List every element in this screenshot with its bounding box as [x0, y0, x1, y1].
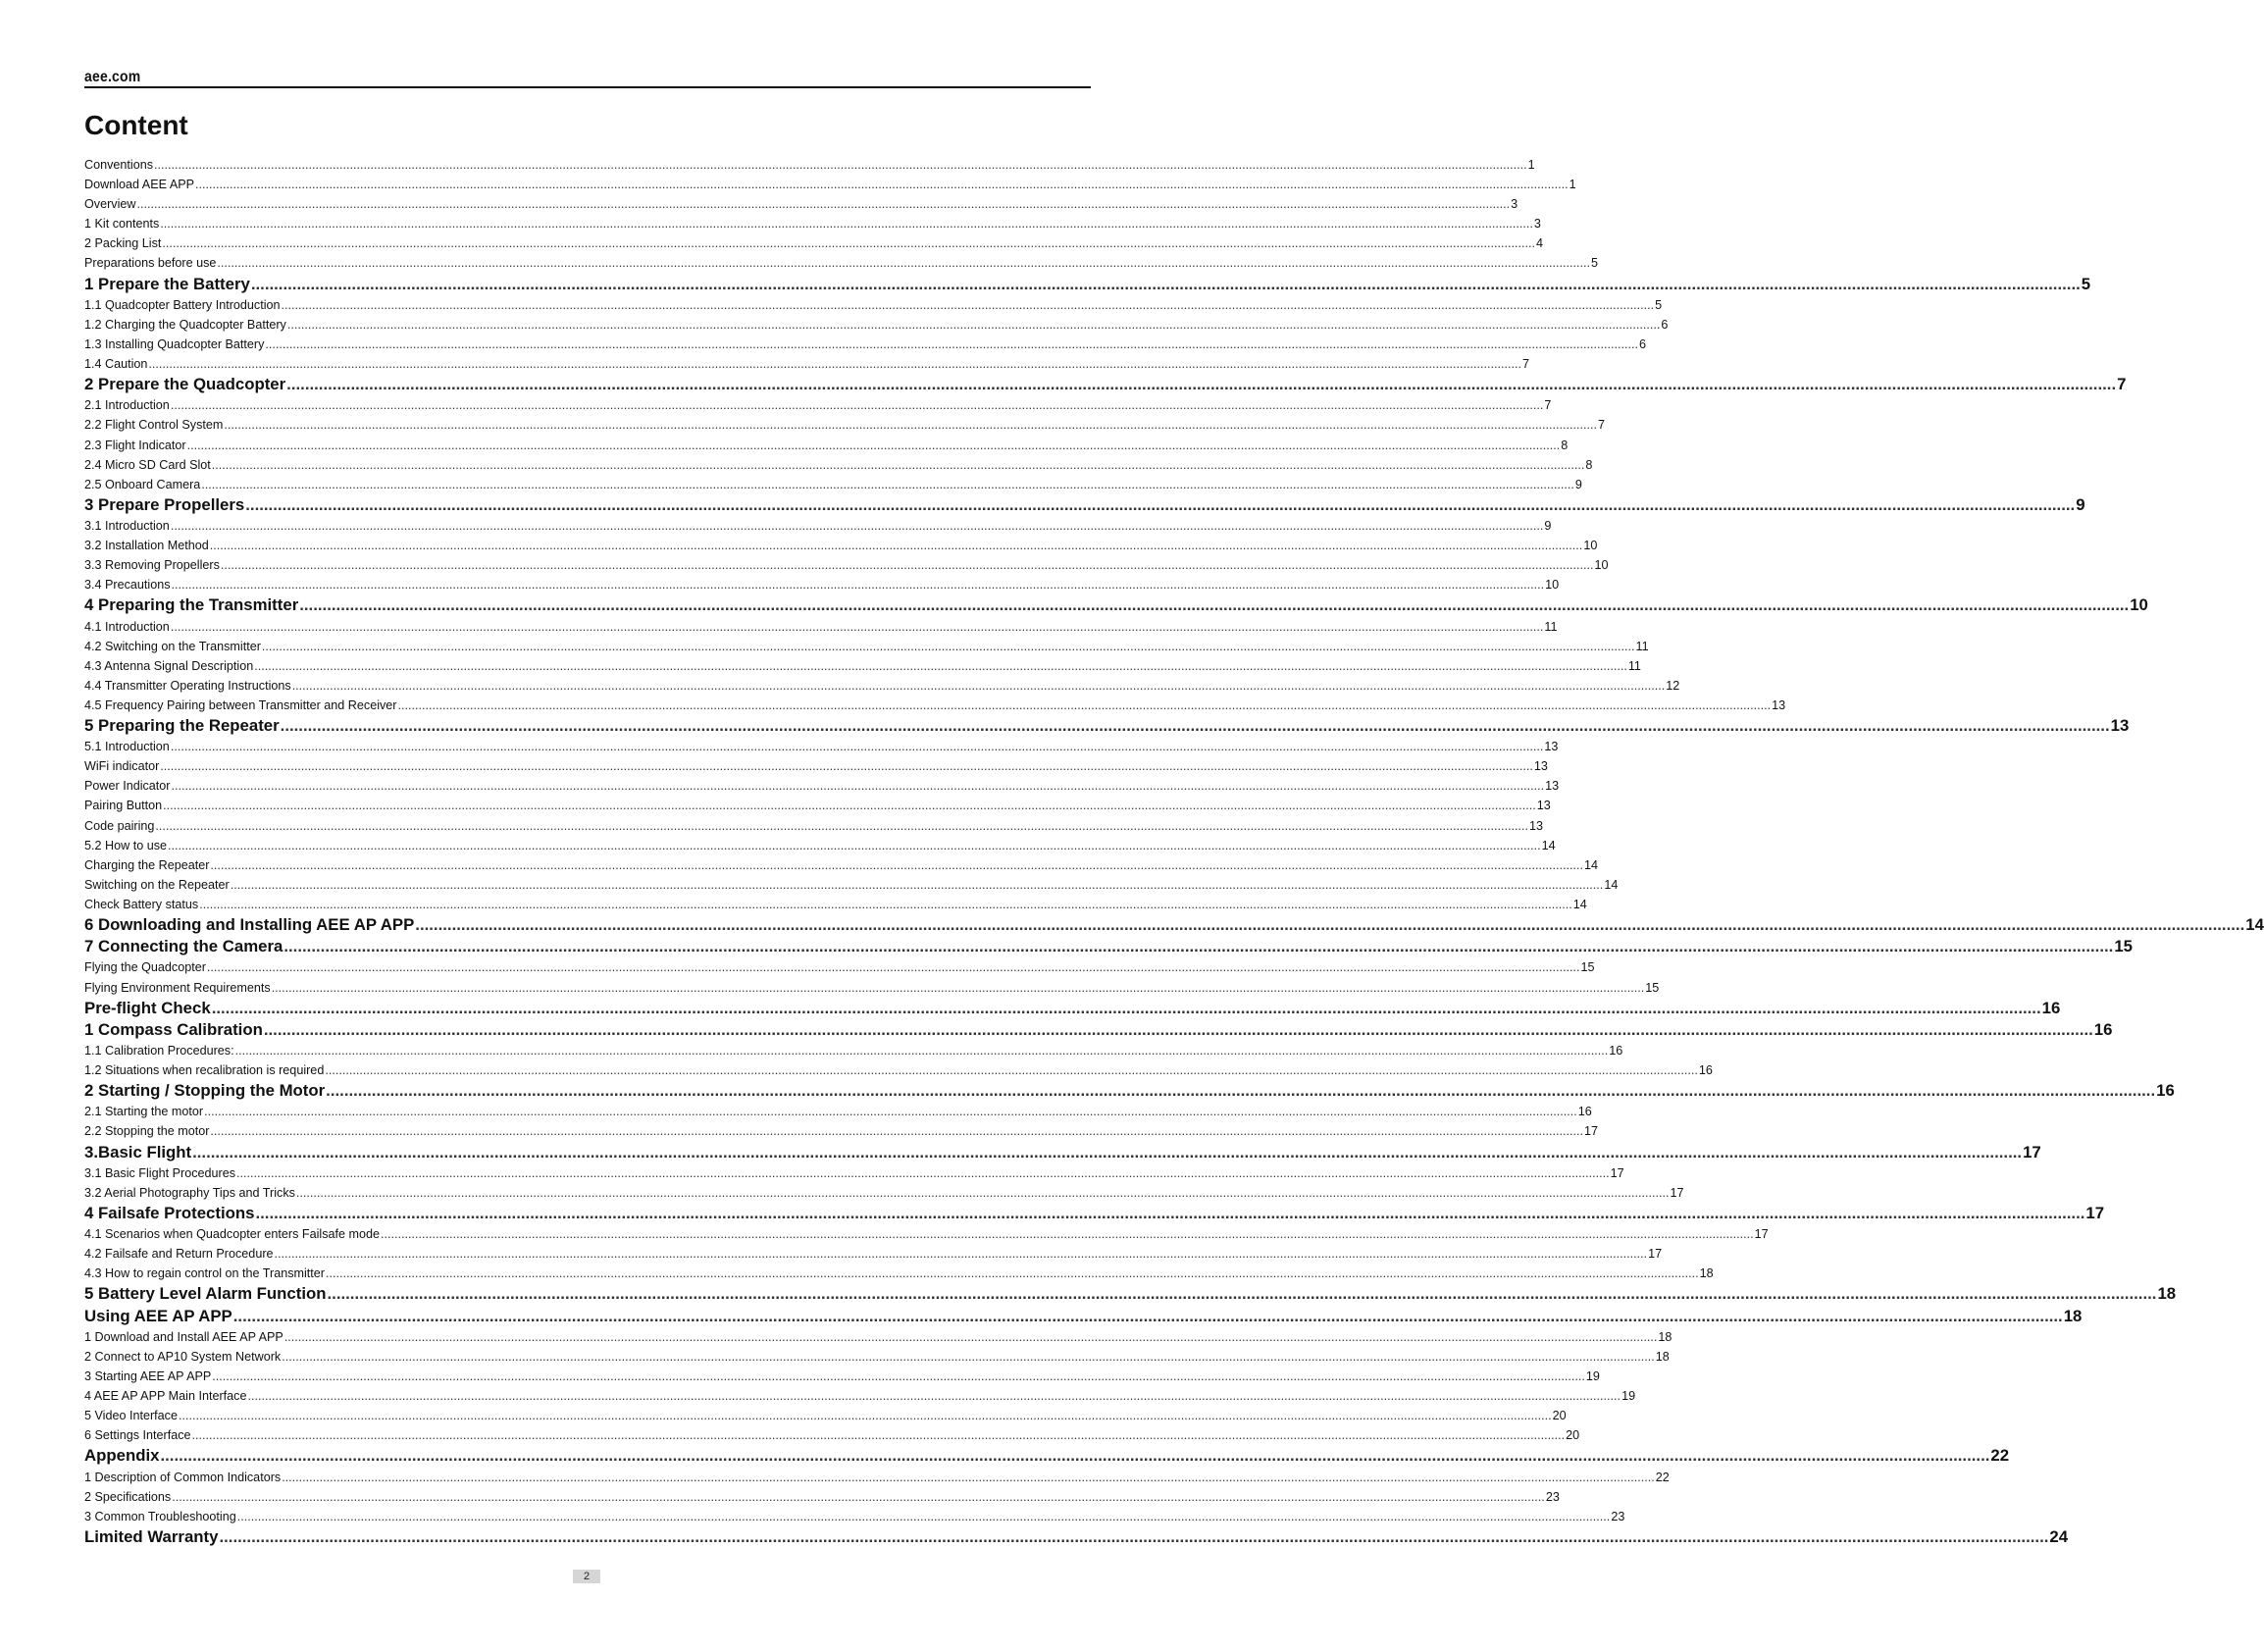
page-number: 2 — [573, 1570, 600, 1583]
toc-entry-title: 4.2 Failsafe and Return Procedure — [84, 1247, 274, 1262]
toc-dot-leader: ................................................................................................................................................................................................................................................................................................................................................................................................................ — [271, 980, 1645, 995]
toc-entry-title: 4.3 Antenna Signal Description — [84, 658, 254, 673]
toc-dot-leader: ................................................................................................................................................................................................................................................................................................................................................................................................................ — [234, 1043, 1609, 1058]
toc-dot-leader: ................................................................................................................................................................................................................................................................................................................................................................................................................ — [327, 1284, 2157, 1304]
toc-entry-title: 5 Preparing the Repeater — [84, 716, 280, 735]
toc-section-entry — [84, 1019, 2113, 1041]
toc-entry — [84, 536, 1598, 555]
toc-section-entry — [84, 594, 2148, 616]
toc-entry — [84, 1347, 1670, 1367]
toc-section-entry — [84, 374, 2127, 395]
toc-dot-leader: ................................................................................................................................................................................................................................................................................................................................................................................................................ — [154, 158, 1527, 172]
toc-entry-title: 2 Packing List — [84, 236, 162, 251]
toc-entry-title: 4.4 Transmitter Operating Instructions — [84, 678, 291, 693]
toc-entry — [84, 1060, 1713, 1080]
toc-entry-title: 4 Failsafe Protections — [84, 1203, 255, 1222]
toc-entry — [84, 1041, 1623, 1060]
toc-entry-title: 2 Prepare the Quadcopter — [84, 375, 286, 394]
toc-entry — [84, 1425, 1580, 1445]
toc-entry-page: 16 — [2156, 1081, 2175, 1101]
toc-entry-title: 6 Downloading and Installing AEE AP APP — [84, 915, 415, 935]
toc-entry-title: 1.1 Calibration Procedures: — [84, 1043, 234, 1058]
toc-entry-page: 7 — [1544, 398, 1552, 413]
toc-dot-leader: ................................................................................................................................................................................................................................................................................................................................................................................................................ — [186, 438, 1561, 452]
toc-entry-title: 3.3 Removing Propellers — [84, 558, 220, 573]
toc-entry-title: 2.4 Micro SD Card Slot — [84, 457, 211, 472]
toc-dot-leader: ................................................................................................................................................................................................................................................................................................................................................................................................................ — [236, 1509, 1611, 1523]
toc-dot-leader: ................................................................................................................................................................................................................................................................................................................................................................................................................ — [250, 274, 2081, 293]
toc-dot-leader: ................................................................................................................................................................................................................................................................................................................................................................................................................ — [230, 877, 1604, 892]
toc-entry-title: Power Indicator — [84, 779, 171, 794]
toc-dot-leader: ................................................................................................................................................................................................................................................................................................................................................................................................................ — [217, 256, 1591, 271]
toc-entry-page: 8 — [1561, 438, 1569, 452]
toc-entry-title: 3.2 Installation Method — [84, 539, 209, 553]
toc-entry-title: 1.2 Charging the Quadcopter Battery — [84, 317, 286, 332]
toc-entry — [84, 1121, 1599, 1141]
toc-dot-leader: ................................................................................................................................................................................................................................................................................................................................................................................................................ — [397, 697, 1772, 712]
toc-dot-leader: ................................................................................................................................................................................................................................................................................................................................................................................................................ — [155, 818, 1529, 833]
toc-entry-page: 11 — [1544, 619, 1558, 634]
toc-entry — [84, 516, 1552, 536]
toc-entry — [84, 1507, 1625, 1526]
toc-entry-title: 3.4 Precautions — [84, 578, 171, 593]
toc-entry-title: 1.4 Caution — [84, 357, 148, 372]
toc-entry-page: 19 — [1621, 1389, 1636, 1404]
toc-entry-page: 17 — [1584, 1124, 1599, 1139]
toc-entry-page: 17 — [1648, 1247, 1663, 1262]
toc-entry-page: 20 — [1552, 1409, 1567, 1423]
toc-entry-title: 2.1 Starting the motor — [84, 1105, 204, 1119]
toc-entry — [84, 637, 1649, 656]
toc-entry-page: 14 — [2245, 915, 2264, 935]
toc-dot-leader: ................................................................................................................................................................................................................................................................................................................................................................................................................ — [274, 1247, 1648, 1262]
toc-entry-title: 1 Description of Common Indicators — [84, 1470, 282, 1484]
toc-section-entry — [84, 914, 2264, 936]
toc-dot-leader: ................................................................................................................................................................................................................................................................................................................................................................................................................ — [381, 1227, 1754, 1242]
toc-section-entry — [84, 1283, 2177, 1305]
toc-entry-title: 5.1 Introduction — [84, 740, 170, 754]
toc-entry-page: 22 — [1655, 1470, 1670, 1484]
toc-entry-page: 13 — [1536, 799, 1551, 813]
toc-entry — [84, 295, 1663, 315]
toc-entry — [84, 836, 1556, 855]
toc-dot-leader: ................................................................................................................................................................................................................................................................................................................................................................................................................ — [170, 398, 1544, 413]
page-title: Content — [84, 110, 188, 140]
toc-entry-title: Download AEE APP — [84, 178, 195, 192]
toc-entry-page: 11 — [1627, 658, 1641, 673]
toc-entry — [84, 1487, 1560, 1507]
toc-entry-page: 13 — [1533, 759, 1548, 774]
toc-entry-title: 4.5 Frequency Pairing between Transmitter and Receiver — [84, 697, 397, 712]
toc-dot-leader: ................................................................................................................................................................................................................................................................................................................................................................................................................ — [245, 494, 2076, 514]
toc-entry-title: 3 Starting AEE AP APP — [84, 1368, 212, 1383]
toc-dot-leader: ................................................................................................................................................................................................................................................................................................................................................................................................................ — [220, 558, 1594, 573]
toc-entry-page: 15 — [2114, 937, 2133, 956]
toc-entry-page: 8 — [1585, 457, 1593, 472]
toc-entry-page: 16 — [2093, 1019, 2113, 1039]
toc-entry-title: 7 Connecting the Camera — [84, 937, 283, 956]
toc-entry — [84, 756, 1548, 776]
toc-entry-title: Appendix — [84, 1446, 160, 1466]
toc-dot-leader: ................................................................................................................................................................................................................................................................................................................................................................................................................ — [295, 1185, 1670, 1200]
toc-entry-title: 5 Battery Level Alarm Function — [84, 1284, 327, 1304]
toc-entry — [84, 455, 1593, 475]
toc-entry-page: 4 — [1536, 236, 1544, 251]
toc-dot-leader: ................................................................................................................................................................................................................................................................................................................................................................................................................ — [232, 1306, 2063, 1325]
toc-entry-page: 10 — [1594, 558, 1609, 573]
header-rule — [84, 86, 1091, 88]
toc-entry-page: 18 — [2063, 1306, 2083, 1325]
toc-entry — [84, 475, 1582, 494]
toc-section-entry — [84, 1142, 2041, 1163]
toc-dot-leader: ................................................................................................................................................................................................................................................................................................................................................................................................................ — [224, 418, 1597, 433]
toc-entry — [84, 1102, 1592, 1121]
toc-section-entry — [84, 1306, 2083, 1327]
toc-entry-page: 10 — [1583, 539, 1598, 553]
toc-dot-leader: ................................................................................................................................................................................................................................................................................................................................................................................................................ — [204, 1105, 1577, 1119]
toc-dot-leader: ................................................................................................................................................................................................................................................................................................................................................................................................................ — [170, 619, 1544, 634]
toc-entry-title: Conventions — [84, 158, 154, 172]
toc-entry — [84, 1244, 1663, 1264]
toc-dot-leader: ................................................................................................................................................................................................................................................................................................................................................................................................................ — [325, 1063, 1698, 1078]
toc-entry-page: 17 — [1670, 1185, 1684, 1200]
toc-entry-title: 2 Specifications — [84, 1489, 172, 1504]
toc-entry-title: Preparations before use — [84, 256, 217, 271]
toc-entry — [84, 978, 1660, 998]
toc-entry-page: 15 — [1645, 980, 1660, 995]
toc-entry-title: 1 Download and Install AEE AP APP — [84, 1329, 283, 1344]
toc-entry — [84, 575, 1560, 594]
toc-entry-page: 13 — [1772, 697, 1786, 712]
toc-entry-page: 7 — [1597, 418, 1605, 433]
toc-entry-page: 14 — [1541, 838, 1556, 852]
toc-entry-page: 13 — [1544, 740, 1559, 754]
toc-dot-leader: ................................................................................................................................................................................................................................................................................................................................................................................................................ — [210, 1124, 1584, 1139]
toc-entry-page: 20 — [1566, 1428, 1580, 1443]
toc-entry — [84, 1386, 1636, 1406]
toc-entry-title: 2.2 Stopping the motor — [84, 1124, 210, 1139]
toc-section-entry — [84, 998, 2061, 1019]
toc-entry — [84, 816, 1544, 836]
toc-entry-title: 6 Settings Interface — [84, 1428, 191, 1443]
toc-entry — [84, 194, 1518, 214]
toc-entry-title: 3.Basic Flight — [84, 1142, 192, 1162]
toc-entry — [84, 1367, 1600, 1386]
toc-dot-leader: ................................................................................................................................................................................................................................................................................................................................................................................................................ — [206, 960, 1580, 975]
toc-entry-page: 5 — [1591, 256, 1599, 271]
toc-entry-title: 1.2 Situations when recalibration is required — [84, 1063, 325, 1078]
toc-dot-leader: ................................................................................................................................................................................................................................................................................................................................................................................................................ — [172, 1489, 1545, 1504]
toc-entry — [84, 436, 1569, 455]
toc-entry-title: 1 Compass Calibration — [84, 1019, 263, 1039]
toc-entry-page: 17 — [1754, 1227, 1769, 1242]
toc-entry-page: 19 — [1585, 1368, 1600, 1383]
toc-entry — [84, 776, 1560, 796]
toc-entry-title: Code pairing — [84, 818, 155, 833]
toc-dot-leader: ................................................................................................................................................................................................................................................................................................................................................................................................................ — [291, 678, 1666, 693]
toc-entry-page: 6 — [1639, 336, 1647, 351]
toc-dot-leader: ................................................................................................................................................................................................................................................................................................................................................................................................................ — [299, 595, 2130, 615]
toc-entry — [84, 253, 1599, 273]
toc-entry — [84, 335, 1647, 354]
toc-dot-leader: ................................................................................................................................................................................................................................................................................................................................................................................................................ — [236, 1165, 1610, 1180]
toc-entry-title: 1.3 Installing Quadcopter Battery — [84, 336, 265, 351]
toc-dot-leader: ................................................................................................................................................................................................................................................................................................................................................................................................................ — [162, 236, 1535, 251]
toc-entry-title: Overview — [84, 197, 136, 212]
toc-entry-title: WiFi indicator — [84, 759, 160, 774]
toc-dot-leader: ................................................................................................................................................................................................................................................................................................................................................................................................................ — [171, 578, 1545, 593]
toc-dot-leader: ................................................................................................................................................................................................................................................................................................................................................................................................................ — [170, 518, 1544, 533]
toc-dot-leader: ................................................................................................................................................................................................................................................................................................................................................................................................................ — [282, 1470, 1655, 1484]
toc-entry-page: 16 — [1577, 1105, 1592, 1119]
toc-entry-title: Charging the Repeater — [84, 857, 210, 872]
toc-dot-leader: ................................................................................................................................................................................................................................................................................................................................................................................................................ — [219, 1526, 2049, 1546]
toc-entry — [84, 214, 1541, 233]
toc-entry-title: 4 AEE AP APP Main Interface — [84, 1389, 247, 1404]
toc-entry-title: 4.1 Scenarios when Quadcopter enters Failsafe mode — [84, 1227, 381, 1242]
toc-dot-leader: ................................................................................................................................................................................................................................................................................................................................................................................................................ — [201, 477, 1574, 491]
toc-dot-leader: ................................................................................................................................................................................................................................................................................................................................................................................................................ — [148, 357, 1522, 372]
toc-section-entry — [84, 494, 2085, 516]
toc-dot-leader: ................................................................................................................................................................................................................................................................................................................................................................................................................ — [326, 1081, 2156, 1101]
toc-entry-page: 9 — [1544, 518, 1552, 533]
toc-entry-page: 24 — [2049, 1526, 2069, 1546]
toc-entry — [84, 656, 1641, 676]
toc-entry-title: 4.1 Introduction — [84, 619, 170, 634]
toc-entry-title: 5 Video Interface — [84, 1409, 178, 1423]
toc-dot-leader: ................................................................................................................................................................................................................................................................................................................................................................................................................ — [281, 297, 1655, 312]
toc-entry — [84, 395, 1552, 415]
toc-dot-leader: ................................................................................................................................................................................................................................................................................................................................................................................................................ — [286, 375, 2117, 394]
toc-dot-leader: ................................................................................................................................................................................................................................................................................................................................................................................................................ — [171, 779, 1545, 794]
toc-entry-page: 7 — [2117, 375, 2127, 394]
toc-dot-leader: ................................................................................................................................................................................................................................................................................................................................................................................................................ — [282, 1349, 1655, 1364]
toc-section-entry — [84, 715, 2130, 737]
toc-entry — [84, 1264, 1714, 1283]
toc-entry-page: 9 — [1574, 477, 1582, 491]
toc-entry-page: 17 — [2023, 1142, 2041, 1162]
toc-entry-page: 10 — [1545, 578, 1560, 593]
toc-entry-title: Pre-flight Check — [84, 998, 211, 1017]
toc-entry-page: 18 — [1699, 1266, 1714, 1281]
toc-entry-page: 3 — [1533, 217, 1541, 232]
toc-entry — [84, 175, 1576, 194]
toc-entry — [84, 617, 1558, 637]
toc-entry-title: Flying the Quadcopter — [84, 960, 206, 975]
toc-entry — [84, 1163, 1624, 1183]
toc-entry-page: 15 — [1580, 960, 1595, 975]
toc-dot-leader: ................................................................................................................................................................................................................................................................................................................................................................................................................ — [286, 317, 1661, 332]
toc-entry-page: 16 — [2041, 998, 2061, 1017]
toc-entry-page: 5 — [1655, 297, 1663, 312]
toc-dot-leader: ................................................................................................................................................................................................................................................................................................................................................................................................................ — [136, 197, 1511, 212]
toc-entry-page: 23 — [1545, 1489, 1560, 1504]
toc-entry — [84, 1183, 1684, 1203]
toc-section-entry — [84, 936, 2133, 957]
toc-dot-leader: ................................................................................................................................................................................................................................................................................................................................................................................................................ — [265, 336, 1639, 351]
toc-dot-leader: ................................................................................................................................................................................................................................................................................................................................................................................................................ — [209, 539, 1583, 553]
toc-entry — [84, 354, 1530, 374]
toc-dot-leader: ................................................................................................................................................................................................................................................................................................................................................................................................................ — [211, 457, 1585, 472]
toc-entry-title: 3.1 Introduction — [84, 518, 170, 533]
toc-entry-title: 2.5 Onboard Camera — [84, 477, 201, 491]
toc-dot-leader: ................................................................................................................................................................................................................................................................................................................................................................................................................ — [199, 897, 1572, 911]
toc-entry — [84, 155, 1535, 175]
toc-entry-title: 2 Starting / Stopping the Motor — [84, 1081, 326, 1101]
toc-entry-title: 3 Prepare Propellers — [84, 494, 245, 514]
toc-dot-leader: ................................................................................................................................................................................................................................................................................................................................................................................................................ — [192, 1142, 2023, 1162]
toc-entry — [84, 895, 1587, 914]
toc-entry-page: 14 — [1604, 877, 1619, 892]
toc-dot-leader: ................................................................................................................................................................................................................................................................................................................................................................................................................ — [254, 658, 1627, 673]
toc-entry-title: 1.1 Quadcopter Battery Introduction — [84, 297, 281, 312]
toc-dot-leader: ................................................................................................................................................................................................................................................................................................................................................................................................................ — [160, 217, 1533, 232]
toc-entry — [84, 957, 1595, 977]
toc-dot-leader: ................................................................................................................................................................................................................................................................................................................................................................................................................ — [255, 1203, 2085, 1222]
toc-dot-leader: ................................................................................................................................................................................................................................................................................................................................................................................................................ — [283, 937, 2114, 956]
toc-entry-page: 14 — [1584, 857, 1599, 872]
toc-entry-title: Flying Environment Requirements — [84, 980, 271, 995]
toc-entry — [84, 737, 1559, 756]
toc-entry-page: 16 — [1698, 1063, 1713, 1078]
toc-dot-leader: ................................................................................................................................................................................................................................................................................................................................................................................................................ — [179, 1409, 1552, 1423]
toc-entry-title: 3.2 Aerial Photography Tips and Tricks — [84, 1185, 295, 1200]
toc-entry — [84, 315, 1669, 335]
toc-section-entry — [84, 274, 2091, 295]
toc-entry-page: 5 — [2081, 274, 2091, 293]
toc-dot-leader: ................................................................................................................................................................................................................................................................................................................................................................................................................ — [261, 639, 1635, 653]
toc-dot-leader: ................................................................................................................................................................................................................................................................................................................................................................................................................ — [160, 1446, 1990, 1466]
toc-entry-title: Switching on the Repeater — [84, 877, 230, 892]
toc-dot-leader: ................................................................................................................................................................................................................................................................................................................................................................................................................ — [160, 759, 1533, 774]
toc-entry-page: 16 — [1609, 1043, 1623, 1058]
toc-entry — [84, 1406, 1567, 1425]
toc-dot-leader: ................................................................................................................................................................................................................................................................................................................................................................................................................ — [212, 1368, 1585, 1383]
toc-entry-title: 1 Prepare the Battery — [84, 274, 250, 293]
toc-entry-page: 13 — [1529, 818, 1544, 833]
toc-dot-leader: ................................................................................................................................................................................................................................................................................................................................................................................................................ — [163, 799, 1536, 813]
toc-entry — [84, 1327, 1672, 1347]
toc-entry — [84, 796, 1551, 815]
toc-dot-leader: ................................................................................................................................................................................................................................................................................................................................................................................................................ — [168, 838, 1541, 852]
toc-entry — [84, 875, 1619, 895]
toc-entry-title: Using AEE AP APP — [84, 1306, 232, 1325]
toc-entry-page: 13 — [1545, 779, 1560, 794]
toc-entry-page: 17 — [1610, 1165, 1624, 1180]
toc-entry — [84, 696, 1786, 715]
header-brand: aee.com — [84, 67, 141, 85]
toc-entry-title: 4 Preparing the Transmitter — [84, 595, 299, 615]
toc-entry-title: Pairing Button — [84, 799, 163, 813]
toc-entry — [84, 1224, 1769, 1244]
toc-dot-leader: ................................................................................................................................................................................................................................................................................................................................................................................................................ — [283, 1329, 1658, 1344]
toc-entry — [84, 1468, 1670, 1487]
toc-dot-leader: ................................................................................................................................................................................................................................................................................................................................................................................................................ — [170, 740, 1544, 754]
toc-entry-page: 7 — [1522, 357, 1530, 372]
toc-entry-title: 1 Kit contents — [84, 217, 160, 232]
toc-dot-leader: ................................................................................................................................................................................................................................................................................................................................................................................................................ — [326, 1266, 1699, 1281]
toc-entry-title: 4.3 How to regain control on the Transmitter — [84, 1266, 325, 1281]
toc-entry-title: 2 Connect to AP10 System Network — [84, 1349, 282, 1364]
toc-entry-page: 17 — [2085, 1203, 2105, 1222]
toc-entry-title: Check Battery status — [84, 897, 199, 911]
toc-section-entry — [84, 1445, 2010, 1467]
table-of-contents — [84, 155, 2264, 1548]
toc-entry-page: 13 — [2110, 716, 2130, 735]
toc-entry-page: 1 — [1527, 158, 1535, 172]
toc-entry-page: 18 — [1658, 1329, 1672, 1344]
toc-entry-title: 2.3 Flight Indicator — [84, 438, 186, 452]
toc-entry-page: 9 — [2076, 494, 2085, 514]
toc-entry-title: 2.2 Flight Control System — [84, 418, 224, 433]
toc-entry-page: 1 — [1569, 178, 1576, 192]
toc-entry — [84, 233, 1544, 253]
toc-entry — [84, 415, 1605, 435]
toc-entry-title: 3 Common Troubleshooting — [84, 1509, 236, 1523]
toc-section-entry — [84, 1203, 2105, 1224]
toc-section-entry — [84, 1526, 2069, 1548]
toc-dot-leader: ................................................................................................................................................................................................................................................................................................................................................................................................................ — [195, 178, 1569, 192]
toc-entry-page: 23 — [1611, 1509, 1625, 1523]
toc-entry-page: 10 — [2130, 595, 2148, 615]
toc-dot-leader: ................................................................................................................................................................................................................................................................................................................................................................................................................ — [211, 998, 2041, 1017]
toc-entry — [84, 855, 1599, 875]
toc-dot-leader: ................................................................................................................................................................................................................................................................................................................................................................................................................ — [263, 1019, 2093, 1039]
toc-entry-page: 14 — [1572, 897, 1587, 911]
toc-dot-leader: ................................................................................................................................................................................................................................................................................................................................................................................................................ — [191, 1428, 1566, 1443]
toc-entry-title: 2.1 Introduction — [84, 398, 170, 413]
toc-entry-title: Limited Warranty — [84, 1526, 219, 1546]
toc-entry-page: 11 — [1635, 639, 1649, 653]
toc-entry-page: 22 — [1990, 1446, 2010, 1466]
toc-dot-leader: ................................................................................................................................................................................................................................................................................................................................................................................................................ — [415, 915, 2245, 935]
toc-entry-title: 3.1 Basic Flight Procedures — [84, 1165, 235, 1180]
toc-section-entry — [84, 1080, 2175, 1102]
toc-dot-leader: ................................................................................................................................................................................................................................................................................................................................................................................................................ — [280, 716, 2110, 735]
toc-dot-leader: ................................................................................................................................................................................................................................................................................................................................................................................................................ — [247, 1389, 1621, 1404]
toc-entry-page: 18 — [2157, 1284, 2177, 1304]
toc-entry-page: 6 — [1661, 317, 1669, 332]
toc-entry-page: 3 — [1511, 197, 1518, 212]
toc-entry-page: 18 — [1655, 1349, 1670, 1364]
toc-dot-leader: ................................................................................................................................................................................................................................................................................................................................................................................................................ — [210, 857, 1584, 872]
toc-entry-title: 5.2 How to use — [84, 838, 168, 852]
toc-entry — [84, 555, 1609, 575]
toc-entry-page: 12 — [1666, 678, 1680, 693]
toc-entry-title: 4.2 Switching on the Transmitter — [84, 639, 261, 653]
toc-entry — [84, 676, 1680, 696]
